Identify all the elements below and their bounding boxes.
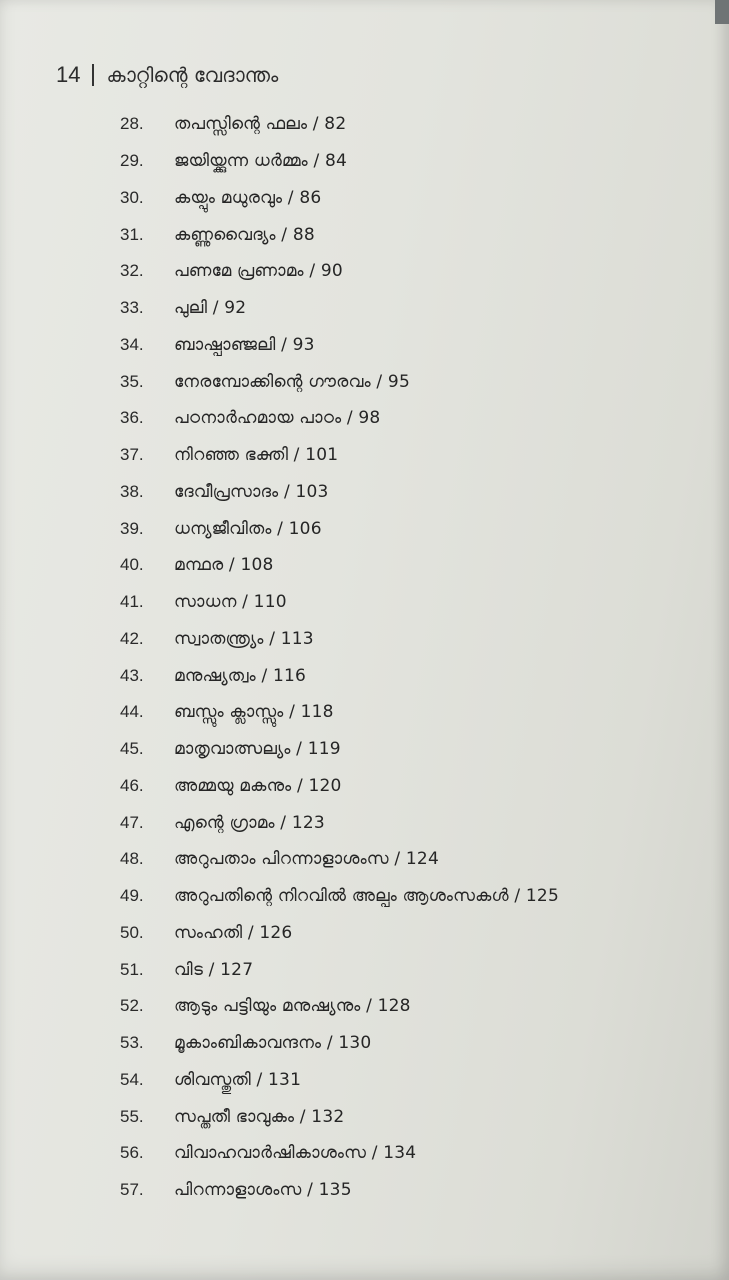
toc-entry bbox=[120, 841, 720, 878]
entry-title: നേരമ്പോക്കിന്റെ ഗൗരവം / 95 bbox=[174, 371, 410, 392]
toc-entry bbox=[120, 143, 720, 180]
entry-number: 33. bbox=[120, 298, 144, 318]
entry-title: ദേവീപ്രസാദം / 103 bbox=[174, 481, 329, 502]
toc-entry bbox=[120, 547, 720, 584]
toc-entry bbox=[120, 878, 720, 915]
entry-title: ശിവസ്തുതി / 131 bbox=[174, 1069, 302, 1090]
entry-number: 28. bbox=[120, 114, 144, 134]
entry-number: 46. bbox=[120, 775, 144, 795]
entry-number: 36. bbox=[120, 408, 144, 428]
entry-number: 29. bbox=[120, 151, 144, 171]
toc-entry bbox=[120, 106, 720, 143]
entry-title: എന്റെ ഗ്രാമം / 123 bbox=[174, 812, 325, 833]
toc-entry bbox=[120, 951, 720, 988]
entry-title: സ്വാതന്ത്ര്യം / 113 bbox=[174, 628, 314, 649]
toc-entry bbox=[120, 1025, 720, 1062]
entry-title: മാതൃവാത്സല്യം / 119 bbox=[174, 739, 341, 760]
toc-entry bbox=[120, 1172, 720, 1209]
entry-title: വിവാഹവാർഷികാശംസ / 134 bbox=[174, 1143, 417, 1164]
toc-entry bbox=[120, 621, 720, 658]
entry-title: മൂകാംബികാവന്ദനം / 130 bbox=[174, 1033, 372, 1054]
toc-entry bbox=[120, 400, 720, 437]
entry-title: പണമേ പ്രണാമം / 90 bbox=[174, 261, 343, 282]
entry-number: 55. bbox=[120, 1106, 144, 1126]
toc-entry bbox=[120, 988, 720, 1025]
toc-entry bbox=[120, 474, 720, 511]
entry-number: 52. bbox=[120, 996, 144, 1016]
toc-entry bbox=[120, 915, 720, 952]
entry-number: 48. bbox=[120, 849, 144, 869]
toc-entry bbox=[120, 1062, 720, 1099]
entry-number: 38. bbox=[120, 481, 144, 501]
toc-entry bbox=[120, 804, 720, 841]
toc-entry bbox=[120, 584, 720, 621]
running-header bbox=[56, 62, 278, 88]
entry-number: 34. bbox=[120, 334, 144, 354]
entry-number: 44. bbox=[120, 702, 144, 722]
toc-entry bbox=[120, 1135, 720, 1172]
entry-number: 56. bbox=[120, 1143, 144, 1163]
entry-title: അമ്മയു മകനും / 120 bbox=[174, 775, 342, 796]
entry-title: പിറന്നാളാശംസ / 135 bbox=[174, 1180, 352, 1201]
page-corner-shadow bbox=[715, 0, 729, 24]
entry-number: 43. bbox=[120, 665, 144, 685]
header-divider bbox=[92, 64, 94, 86]
entry-title: പുലി / 92 bbox=[174, 298, 247, 319]
toc-entry bbox=[120, 694, 720, 731]
entry-title: ബാഷ്പാഞ്ജലി / 93 bbox=[174, 334, 315, 355]
entry-number: 53. bbox=[120, 1033, 144, 1053]
toc-entry bbox=[120, 253, 720, 290]
entry-number: 54. bbox=[120, 1069, 144, 1089]
entry-title: അറുപതിന്റെ നിറവിൽ അല്പം ആശംസകൾ / 125 bbox=[174, 886, 559, 907]
entry-title: തപസ്സിന്റെ ഫലം / 82 bbox=[174, 114, 347, 135]
toc-entry bbox=[120, 437, 720, 474]
entry-number: 49. bbox=[120, 886, 144, 906]
entry-title: മനുഷ്യത്വം / 116 bbox=[174, 665, 307, 686]
toc-entry bbox=[120, 768, 720, 805]
entry-number: 47. bbox=[120, 812, 144, 832]
entry-title: അറുപതാം പിറന്നാളാശംസ / 124 bbox=[174, 849, 439, 870]
entry-number: 39. bbox=[120, 518, 144, 538]
entry-number: 35. bbox=[120, 371, 144, 391]
entry-number: 32. bbox=[120, 261, 144, 281]
entry-number: 37. bbox=[120, 445, 144, 465]
toc-entry bbox=[120, 657, 720, 694]
toc-entry bbox=[120, 327, 720, 364]
table-of-contents bbox=[120, 106, 720, 1209]
entry-title: പഠനാർഹമായ പാഠം / 98 bbox=[174, 408, 381, 429]
entry-title: വിട / 127 bbox=[174, 959, 254, 980]
entry-number: 45. bbox=[120, 739, 144, 759]
entry-title: നിറഞ്ഞ ഭക്തി / 101 bbox=[174, 445, 339, 466]
entry-number: 50. bbox=[120, 922, 144, 942]
entry-title: ആടും പട്ടിയും മനുഷ്യനും / 128 bbox=[174, 996, 411, 1017]
toc-entry bbox=[120, 731, 720, 768]
toc-entry bbox=[120, 363, 720, 400]
entry-title: ബസ്സും ക്ലാസ്സും / 118 bbox=[174, 702, 334, 723]
entry-title: കണ്ണുവൈദ്യം / 88 bbox=[174, 224, 315, 245]
entry-title: ധന്യജീവിതം / 106 bbox=[174, 518, 322, 539]
toc-entry bbox=[120, 216, 720, 253]
toc-entry bbox=[120, 1098, 720, 1135]
entry-number: 31. bbox=[120, 224, 144, 244]
entry-number: 51. bbox=[120, 959, 144, 979]
entry-title: കയ്പും മധുരവും / 86 bbox=[174, 187, 322, 208]
entry-number: 42. bbox=[120, 628, 144, 648]
entry-number: 41. bbox=[120, 592, 144, 612]
entry-title: സംഹതി / 126 bbox=[174, 922, 293, 943]
entry-title: മന്ഥര / 108 bbox=[174, 555, 274, 576]
entry-title: സപ്തതീ ഭാവുകം / 132 bbox=[174, 1106, 345, 1127]
toc-entry bbox=[120, 510, 720, 547]
toc-entry bbox=[120, 180, 720, 217]
page-number: 14 bbox=[56, 62, 81, 87]
entry-title: സാധന / 110 bbox=[174, 592, 287, 613]
entry-number: 40. bbox=[120, 555, 144, 575]
entry-number: 30. bbox=[120, 187, 144, 207]
book-title: കാറ്റിന്റെ വേദാന്തം bbox=[106, 63, 279, 87]
toc-entry bbox=[120, 290, 720, 327]
entry-title: ജയിയ്ക്കുന്ന ധർമ്മം / 84 bbox=[174, 151, 348, 172]
entry-number: 57. bbox=[120, 1180, 144, 1200]
